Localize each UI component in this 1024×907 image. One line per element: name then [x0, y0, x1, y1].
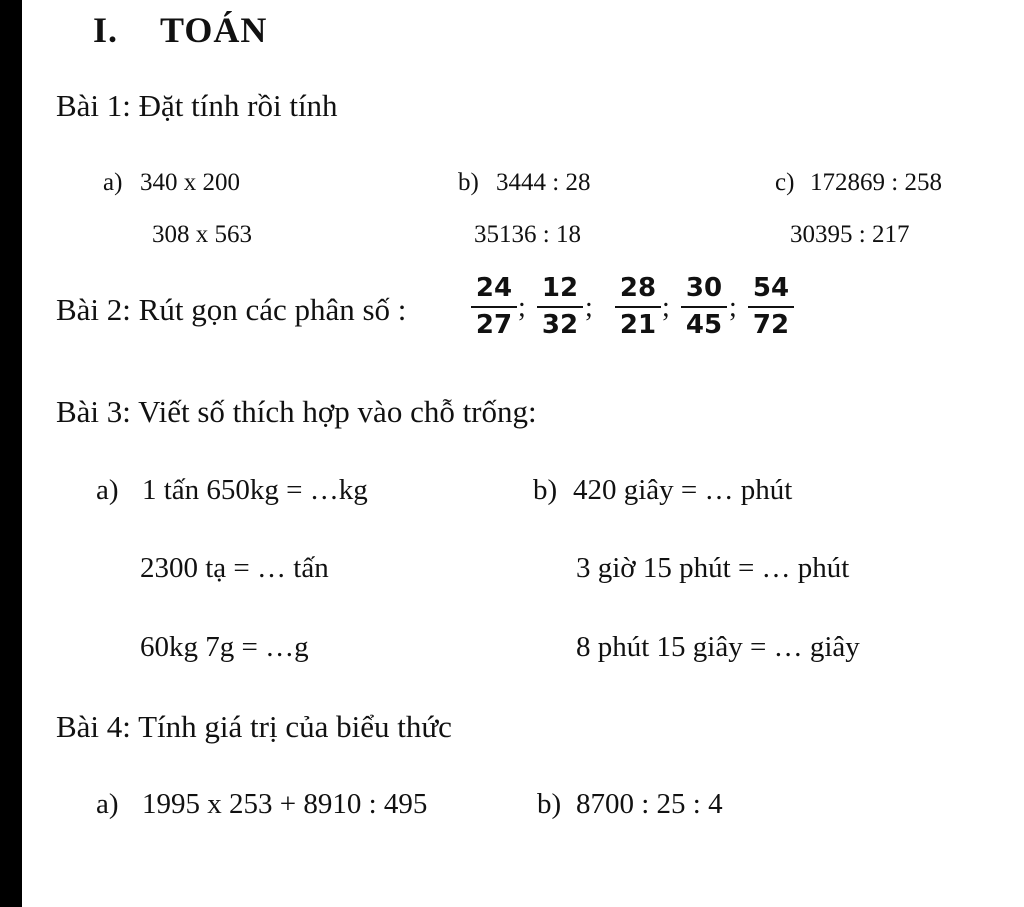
bai1-a-label: a) [103, 169, 123, 196]
bai3-title: Bài 3: Viết số thích hợp vào chỗ trống: [56, 394, 537, 429]
bai4-a-expression: 1995 x 253 + 8910 : 495 [142, 788, 428, 820]
bai1-b-line1: 3444 : 28 [496, 169, 591, 196]
fraction-1-bar [471, 306, 517, 308]
bai1-a-line2: 308 x 563 [152, 221, 252, 248]
bai3-b-item-2: 3 giờ 15 phút = … phút [576, 552, 850, 584]
fraction-1 [470, 273, 518, 341]
fraction-3-bar [615, 306, 661, 308]
left-edge-bar [0, 0, 22, 907]
fraction-5 [747, 273, 795, 341]
bai1-title: Bài 1: Đặt tính rồi tính [56, 88, 338, 123]
bai3-a-item-1: 1 tấn 650kg = …kg [142, 474, 368, 506]
fraction-1-denominator: 27 [475, 310, 513, 340]
bai4-a-label: a) [96, 788, 119, 820]
fraction-5-bar [748, 306, 794, 308]
fraction-4-numerator: 30 [685, 273, 723, 303]
fraction-3-denominator: 21 [619, 310, 657, 340]
fraction-3-numerator: 28 [619, 273, 657, 303]
bai3-a-label: a) [96, 474, 119, 506]
section-title: TOÁN [160, 10, 268, 50]
fraction-separator-1: ; [518, 292, 526, 323]
bai3-b-label: b) [533, 474, 558, 506]
bai2-title: Bài 2: Rút gọn các phân số : [56, 292, 407, 327]
fraction-2-numerator: 12 [541, 273, 579, 303]
fraction-1-numerator: 24 [475, 273, 513, 303]
bai1-b-line2: 35136 : 18 [474, 221, 581, 248]
bai1-b-label: b) [458, 169, 479, 196]
bai4-title: Bài 4: Tính giá trị của biểu thức [56, 709, 452, 744]
fraction-2-denominator: 32 [541, 310, 579, 340]
bai3-a-item-2: 2300 tạ = … tấn [140, 552, 329, 584]
fraction-separator-2: ; [585, 292, 593, 323]
bai4-b-label: b) [537, 788, 562, 820]
bai4-b-expression: 8700 : 25 : 4 [576, 788, 723, 820]
bai3-b-item-3: 8 phút 15 giây = … giây [576, 631, 860, 663]
fraction-separator-3: ; [662, 292, 670, 323]
fraction-separator-4: ; [729, 292, 737, 323]
fraction-5-denominator: 72 [752, 310, 790, 340]
bai3-a-item-3: 60kg 7g = …g [140, 631, 309, 663]
fraction-2 [536, 273, 584, 341]
fraction-5-numerator: 54 [752, 273, 790, 303]
fraction-2-bar [537, 306, 583, 308]
fraction-4-bar [681, 306, 727, 308]
bai1-c-line2: 30395 : 217 [790, 221, 910, 248]
bai3-b-item-1: 420 giây = … phút [573, 474, 793, 506]
bai1-c-line1: 172869 : 258 [810, 169, 942, 196]
bai1-a-line1: 340 x 200 [140, 169, 240, 196]
fraction-3 [614, 273, 662, 341]
bai1-c-label: c) [775, 169, 795, 196]
section-numeral: I. [93, 10, 119, 50]
fraction-4 [680, 273, 728, 341]
fraction-4-denominator: 45 [685, 310, 723, 340]
